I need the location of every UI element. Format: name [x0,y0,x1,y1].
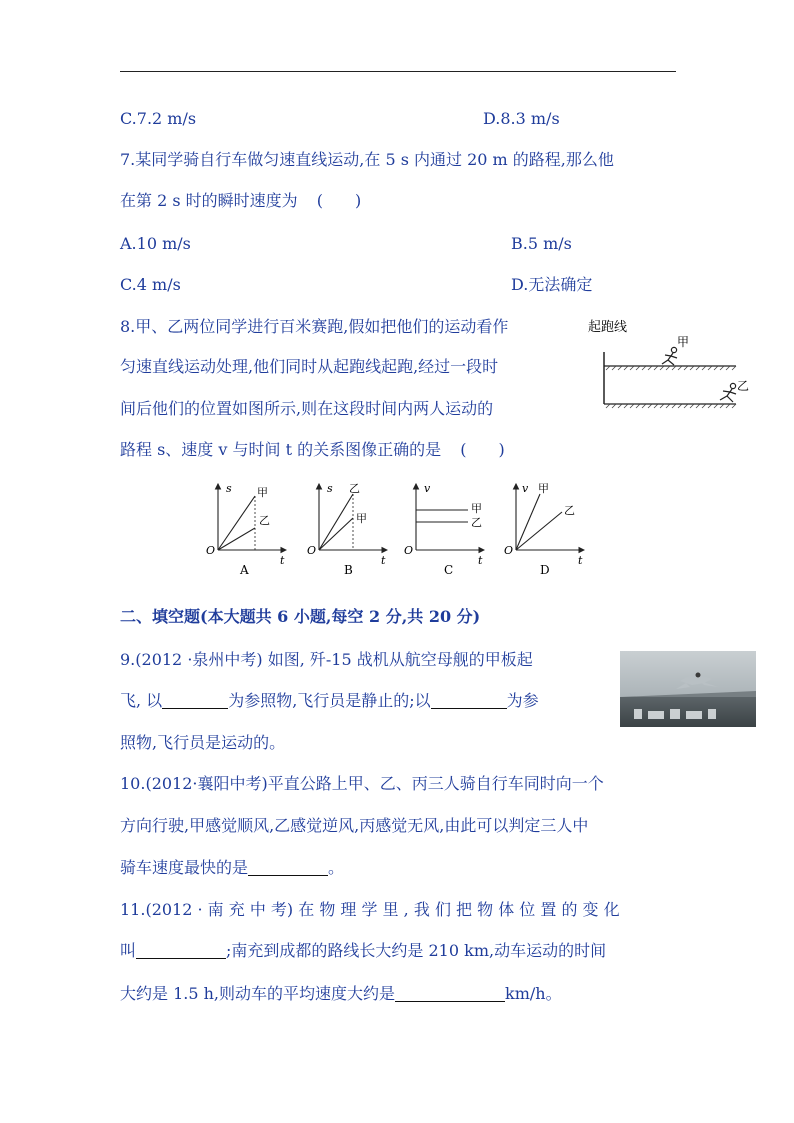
q8-answer-paren: ( ) [460,440,505,459]
graph-a-origin: O [206,544,216,557]
graph-b-label-jia: 甲 [356,512,367,525]
q11-line2-b: ;南充到成都的路线长大约是 210 km,动车运动的时间 [226,941,607,960]
q7-line2-text: 在第 2 s 时的瞬时速度为 [120,191,298,210]
graph-a-line-jia [218,496,255,550]
graph-c-caption: C [444,563,454,577]
graph-c-label-jia: 甲 [471,502,482,515]
graph-a-y-label: s [226,482,232,495]
q11-line3-b: km/h。 [505,984,562,1003]
q9-line2-c: 为参 [506,691,539,710]
graph-a [206,482,286,577]
section2-heading: 二、填空题(本大题共 6 小题,每空 2 分,共 20 分) [120,607,481,626]
graph-d-caption: D [540,563,550,577]
q10-line3 [120,858,344,878]
track-bottom-hatch [606,404,736,408]
q11-blank-1[interactable] [136,942,226,959]
graph-b-label-yi: 乙 [349,482,360,495]
graph-a-label-yi: 乙 [259,514,270,527]
q9-blank-2[interactable] [431,692,507,709]
graph-a-caption: A [240,563,249,577]
q8-graphs [200,478,600,580]
graph-d-line-jia [516,494,540,550]
graph-d-label-yi: 乙 [564,504,575,517]
graph-a-label-jia: 甲 [257,486,268,499]
track-top-hatch [606,366,736,370]
q11-line2 [120,941,606,961]
runner-jia-label: 甲 [677,335,690,349]
graph-c-x-label: t [478,554,483,567]
graph-d-line-yi [516,512,562,550]
q9-line2-b: 为参照物,飞行员是静止的;以 [228,691,431,710]
graph-b-caption: B [344,563,353,577]
q7-option-c: C.4 m/s [120,275,181,294]
q9-line3: 照物,飞行员是运动的。 [120,733,286,752]
q11-line2-a: 叫 [120,941,137,960]
q9-blank-1[interactable] [162,692,228,709]
q10-line2: 方向行驶,甲感觉顺风,乙感觉逆风,丙感觉无风,由此可以判定三人中 [120,816,589,835]
q8-line4 [120,440,505,460]
q11-blank-2[interactable] [395,985,505,1002]
graph-a-line-yi [218,528,255,550]
q7-option-b: B.5 m/s [511,234,572,253]
graph-b-line-yi [319,494,353,550]
graph-c-y-label: v [424,482,431,495]
q8-line4-text: 路程 s、速度 v 与时间 t 的关系图像正确的是 [120,440,442,459]
q7-answer-paren: ( ) [316,191,362,210]
graph-c-origin: O [404,544,414,557]
graph-b-x-label: t [381,554,386,567]
carrier-jet-photo [620,651,756,727]
graph-d-x-label: t [578,554,583,567]
graph-d [504,482,584,577]
q11-line3 [120,984,562,1004]
graph-d-label-jia: 甲 [538,482,549,495]
graph-b-origin: O [307,544,317,557]
q10-line1: 10.(2012·襄阳中考)平直公路上甲、乙、丙三人骑自行车同时向一个 [120,774,604,793]
q11-line3-a: 大约是 1.5 h,则动车的平均速度大约是 [120,984,396,1003]
q7-line2 [120,191,361,211]
q8-line2: 匀速直线运动处理,他们同时从起跑线起跑,经过一段时 [120,357,499,376]
runner-jia-figure [662,347,677,365]
q8-line3: 间后他们的位置如图所示,则在这段时间内两人运动的 [120,399,494,418]
graph-d-origin: O [504,544,514,557]
q10-line3-b: 。 [328,858,345,877]
q8-line1: 8.甲、乙两位同学进行百米赛跑,假如把他们的运动看作 [120,317,509,336]
q6-option-d: D.8.3 m/s [483,109,560,128]
runner-yi-figure [720,383,736,402]
q9-line2 [120,691,539,711]
graph-c-label-yi: 乙 [471,516,482,529]
q11-line1: 11.(2012 · 南 充 中 考) 在 物 理 学 里 , 我 们 把 物 体 位 置 的 变 化 [120,900,620,919]
header-rule [120,71,676,72]
q10-blank[interactable] [248,859,328,876]
graph-a-x-label: t [280,554,285,567]
runner-yi-label: 乙 [737,379,750,393]
q7-line1: 7.某同学骑自行车做匀速直线运动,在 5 s 内通过 20 m 的路程,那么他 [120,150,614,169]
q10-line3-a: 骑车速度最快的是 [120,858,249,877]
graph-b [307,482,387,577]
graph-c [404,482,484,577]
q7-option-a: A.10 m/s [120,234,191,253]
q9-line2-a: 飞, 以 [120,691,163,710]
start-line-label: 起跑线 [588,320,628,335]
graph-d-y-label: v [522,482,529,495]
race-start-figure [584,312,750,412]
q9-line1: 9.(2012 ·泉州中考) 如图, 歼-15 战机从航空母舰的甲板起 [120,650,533,669]
q7-option-d: D.无法确定 [511,275,593,294]
graph-b-y-label: s [327,482,333,495]
q6-option-c: C.7.2 m/s [120,109,197,128]
